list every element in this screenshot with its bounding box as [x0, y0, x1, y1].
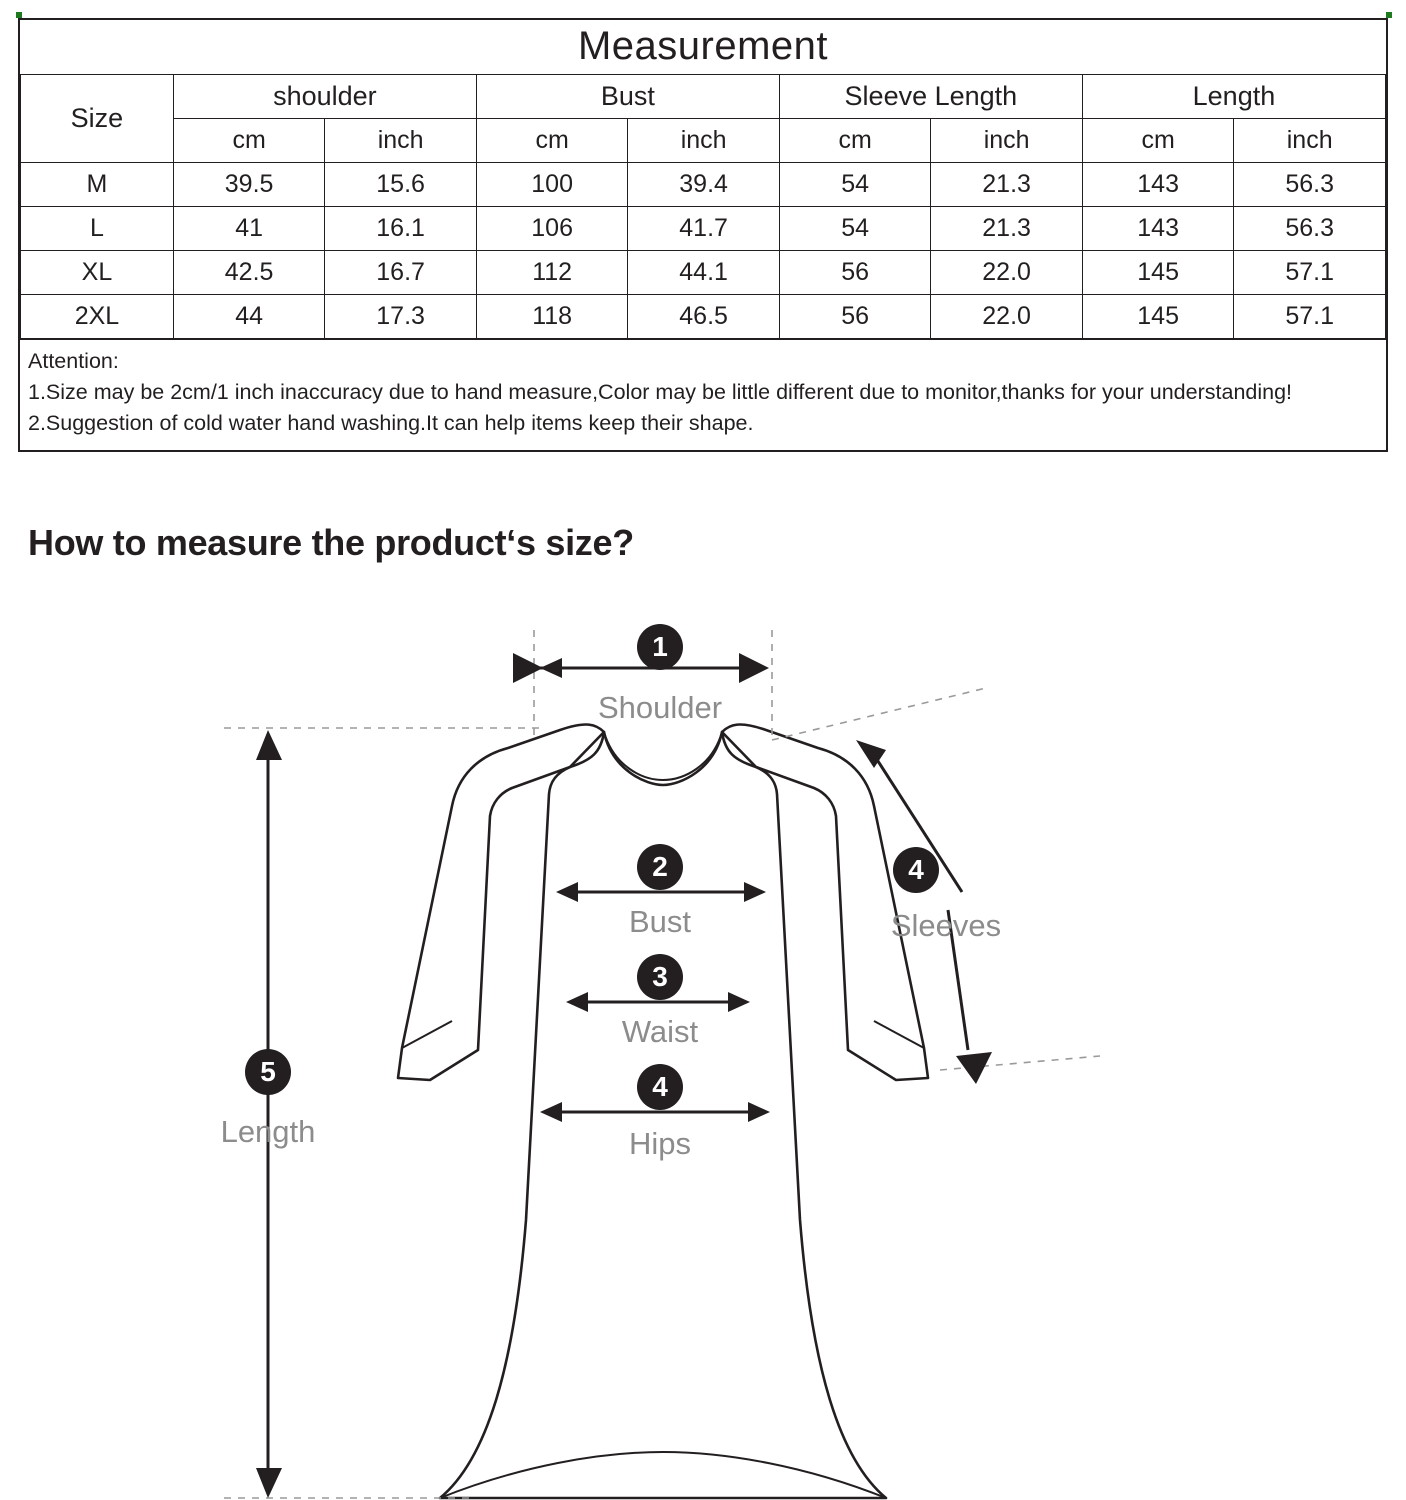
cell-value: 56.3 — [1234, 163, 1386, 207]
cell-value: 145 — [1082, 251, 1234, 295]
table-title: Measurement — [577, 24, 829, 68]
label-sleeves: Sleeves — [890, 908, 1002, 943]
cell-value: 17.3 — [325, 295, 477, 339]
cell-value: 15.6 — [325, 163, 477, 207]
header-group-sleeve-length: Sleeve Length — [779, 75, 1082, 119]
label-shoulder: Shoulder — [597, 690, 723, 725]
cell-value: 54 — [779, 207, 931, 251]
table-header-units — [21, 119, 1386, 163]
attention-heading: Attention: — [28, 349, 119, 373]
length-measure — [221, 730, 316, 1498]
header-group-length: Length — [1082, 75, 1385, 119]
hips-measure — [540, 1064, 770, 1161]
attention-line-1: 1.Size may be 2cm/1 inch inaccuracy due to hand measure,Color may be little different due to monitor,thanks for your understanding! — [28, 380, 1293, 405]
cell-value: 22.0 — [931, 295, 1083, 339]
cell-value: 145 — [1082, 295, 1234, 339]
shoulder-measure — [540, 624, 766, 725]
sleeves-measure — [856, 740, 1001, 1084]
cell-value: 56.3 — [1234, 207, 1386, 251]
attention-line-2: 2.Suggestion of cold water hand washing.It can help items keep their shape. — [28, 411, 754, 436]
cell-value: 41.7 — [628, 207, 780, 251]
measurement-table-container — [18, 18, 1388, 452]
label-hips: Hips — [628, 1126, 692, 1161]
cell-value: 44.1 — [628, 251, 780, 295]
cell-value: 56 — [779, 295, 931, 339]
header-unit-3: inch — [628, 119, 780, 163]
marker-shoulder: 1 — [652, 631, 668, 662]
cell-value: 16.1 — [325, 207, 477, 251]
header-unit-2: cm — [476, 119, 628, 163]
header-unit-1: inch — [325, 119, 477, 163]
header-group-shoulder: shoulder — [173, 75, 476, 119]
marker-hips: 4 — [652, 1071, 668, 1102]
table-row — [21, 207, 1386, 251]
howto-title: How to measure the product‘s size? — [28, 522, 634, 563]
marker-bust: 2 — [652, 851, 668, 882]
marker-sleeves: 4 — [908, 854, 924, 885]
cell-value: 54 — [779, 163, 931, 207]
cell-value: 21.3 — [931, 207, 1083, 251]
attention-block — [20, 339, 1386, 450]
header-unit-7: inch — [1234, 119, 1386, 163]
cell-value: 106 — [476, 207, 628, 251]
table-row — [21, 163, 1386, 207]
cell-value: 118 — [476, 295, 628, 339]
cell-value: 112 — [476, 251, 628, 295]
cell-value: 143 — [1082, 163, 1234, 207]
cell-value: 22.0 — [931, 251, 1083, 295]
header-unit-4: cm — [779, 119, 931, 163]
label-bust: Bust — [628, 904, 692, 939]
cell-value: 57.1 — [1234, 295, 1386, 339]
header-unit-5: inch — [931, 119, 1083, 163]
cell-size: 2XL — [21, 295, 174, 339]
cell-value: 46.5 — [628, 295, 780, 339]
cell-size: L — [21, 207, 174, 251]
cell-value: 42.5 — [173, 251, 325, 295]
cell-value: 41 — [173, 207, 325, 251]
label-length: Length — [220, 1114, 316, 1149]
cell-value: 100 — [476, 163, 628, 207]
table-row — [21, 251, 1386, 295]
cell-value: 39.4 — [628, 163, 780, 207]
cell-size: XL — [21, 251, 174, 295]
cell-value: 143 — [1082, 207, 1234, 251]
cell-value: 39.5 — [173, 163, 325, 207]
waist-measure — [566, 954, 750, 1049]
header-unit-6: cm — [1082, 119, 1234, 163]
bust-measure — [556, 844, 766, 939]
measure-diagram — [0, 580, 1406, 1500]
header-size: Size — [21, 75, 174, 163]
label-waist: Waist — [621, 1014, 699, 1049]
header-unit-0: cm — [173, 119, 325, 163]
marker-length: 5 — [260, 1056, 276, 1087]
measurement-table — [20, 74, 1386, 339]
cell-value: 57.1 — [1234, 251, 1386, 295]
cell-size: M — [21, 163, 174, 207]
cell-value: 44 — [173, 295, 325, 339]
table-header-groups — [21, 75, 1386, 119]
cell-value: 16.7 — [325, 251, 477, 295]
cell-value: 21.3 — [931, 163, 1083, 207]
cell-value: 56 — [779, 251, 931, 295]
marker-waist: 3 — [652, 961, 668, 992]
table-row — [21, 295, 1386, 339]
header-group-bust: Bust — [476, 75, 779, 119]
